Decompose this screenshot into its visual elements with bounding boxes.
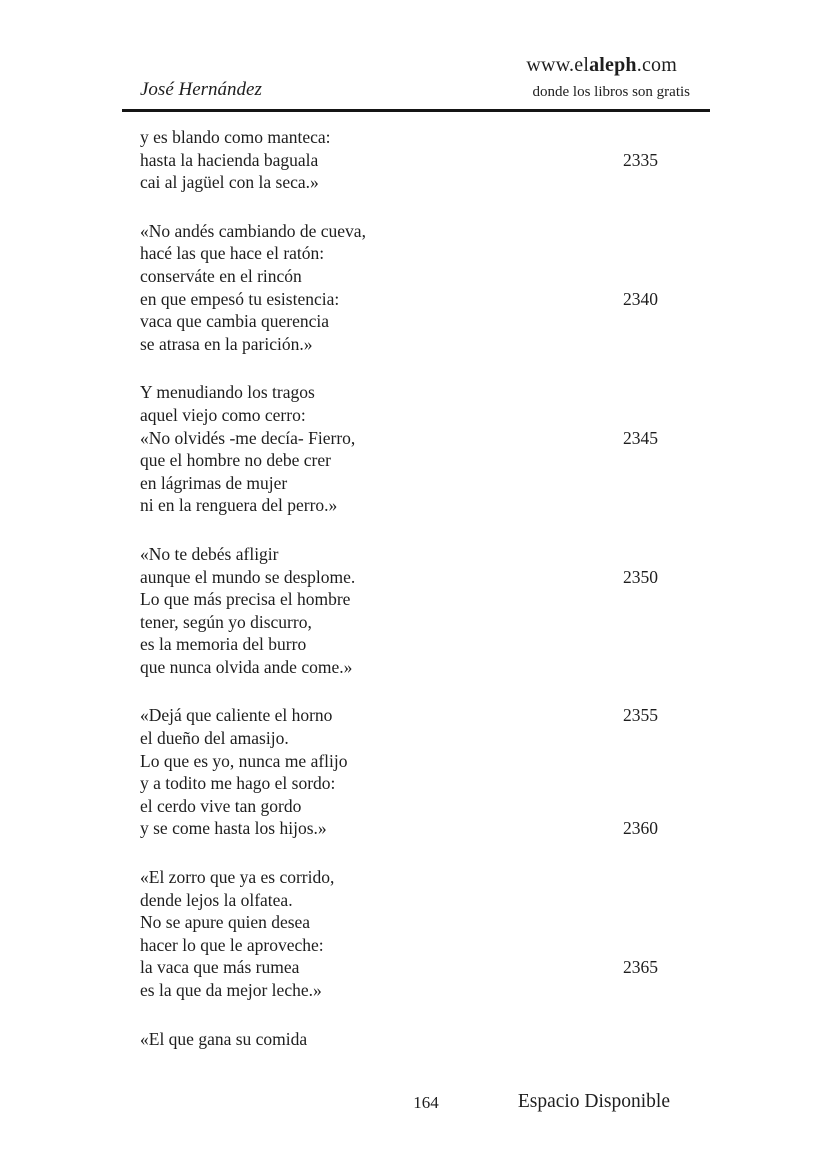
- verse-row: [140, 242, 658, 265]
- verse-line: «No olvidés -me decía- Fierro,: [140, 427, 356, 448]
- verse-line: que nunca olvida ande come.»: [140, 656, 353, 677]
- verse-line-number: 2355: [623, 705, 658, 726]
- verse-row: [140, 727, 658, 750]
- verse-line: «No te debés afligir: [140, 543, 279, 564]
- verse-line: la vaca que más rumea: [140, 957, 300, 978]
- verse-row: [140, 704, 658, 727]
- author-name: José Hernández: [140, 79, 262, 100]
- brand-prefix: www.el: [526, 54, 590, 76]
- verse-row: [140, 956, 658, 979]
- verse-line: en lágrimas de mujer: [140, 472, 288, 493]
- stanza: [140, 866, 658, 1002]
- verse-line: «El que gana su comida: [140, 1028, 308, 1049]
- verse-row: [140, 171, 658, 194]
- verse-row: [140, 889, 658, 912]
- verse-line: y es blando como manteca:: [140, 127, 331, 147]
- verse-row: [140, 566, 658, 589]
- verse-row: [140, 772, 658, 795]
- verse-line-number: 2335: [623, 149, 658, 170]
- verse-row: [140, 633, 658, 656]
- verse-line-number: 2350: [623, 566, 658, 587]
- verse-line: que el hombre no debe crer: [140, 450, 331, 471]
- verse-line-number: 2345: [623, 427, 658, 448]
- verse-line-number: 2360: [623, 818, 658, 839]
- verse-row: [140, 381, 658, 404]
- verse-row: [140, 333, 658, 356]
- stanza: [140, 381, 658, 517]
- verse-row: [140, 795, 658, 818]
- verse-line: hacer lo que le aproveche:: [140, 934, 324, 955]
- verse-line: en que empesó tu esistencia:: [140, 288, 340, 309]
- verse-line: es la memoria del burro: [140, 634, 307, 655]
- verse-line: aquel viejo como cerro:: [140, 404, 306, 425]
- verse-row: [140, 911, 658, 934]
- verse-line: ni en la renguera del perro.»: [140, 495, 338, 516]
- verse-line: Lo que más precisa el hombre: [140, 589, 351, 610]
- verse-line: cai al jagüel con la seca.»: [140, 172, 319, 193]
- verse-line: el cerdo vive tan gordo: [140, 795, 302, 816]
- stanza: [140, 543, 658, 679]
- site-brand: [526, 54, 677, 77]
- verse-line: se atrasa en la parición.»: [140, 333, 313, 354]
- verse-line: vaca que cambia querencia: [140, 311, 329, 332]
- verse-line: «No andés cambiando de cueva,: [140, 220, 366, 241]
- espacio-disponible-label: Espacio Disponible: [517, 1091, 670, 1112]
- verse-row: [140, 611, 658, 634]
- verse-line: es la que da mejor leche.»: [140, 980, 322, 1000]
- verse-row: [140, 472, 658, 495]
- verse-row: [140, 126, 658, 149]
- page-number: 164: [413, 1093, 439, 1112]
- verse-line: «El zorro que ya es corrido,: [140, 867, 335, 888]
- verse-line: hasta la hacienda baguala: [140, 149, 319, 170]
- header-rule: [122, 109, 710, 112]
- verse-line-number: 2340: [623, 288, 658, 309]
- verse-line: dende lejos la olfatea.: [140, 889, 293, 910]
- verse-row: [140, 427, 658, 450]
- verse-row: [140, 1028, 658, 1051]
- verse-row: [140, 817, 658, 840]
- site-tagline: donde los libros son gratis: [532, 84, 690, 100]
- verse-line: conserváte en el rincón: [140, 265, 302, 286]
- verse-row: [140, 220, 658, 243]
- verse-line: el dueño del amasijo.: [140, 728, 289, 749]
- verse-row: [140, 310, 658, 333]
- verse-line: No se apure quien desea: [140, 912, 311, 933]
- verse-row: [140, 449, 658, 472]
- verse-row: [140, 404, 658, 427]
- verse-line: Y menudiando los tragos: [140, 382, 315, 403]
- verse-row: [140, 288, 658, 311]
- verse-row: [140, 149, 658, 172]
- verse-row: [140, 934, 658, 957]
- verse-row: [140, 656, 658, 679]
- verse-row: [140, 265, 658, 288]
- poem-body: [140, 126, 658, 1076]
- brand-suffix: .com: [636, 54, 677, 76]
- stanza: [140, 220, 658, 356]
- verse-line: tener, según yo discurro,: [140, 611, 312, 632]
- stanza: [140, 126, 658, 194]
- verse-row: [140, 494, 658, 517]
- verse-row: [140, 750, 658, 773]
- verse-row: [140, 866, 658, 889]
- verse-line: hacé las que hace el ratón:: [140, 243, 325, 264]
- brand-bold-segment: aleph: [589, 54, 637, 76]
- verse-line: y se come hasta los hijos.»: [140, 818, 327, 839]
- verse-row: [140, 543, 658, 566]
- verse-row: [140, 588, 658, 611]
- verse-row: [140, 979, 658, 1002]
- verse-line-number: 2365: [623, 957, 658, 978]
- verse-line: «Dejá que caliente el horno: [140, 705, 333, 726]
- verse-line: aunque el mundo se desplome.: [140, 566, 356, 587]
- stanza: [140, 1028, 658, 1051]
- verse-line: Lo que es yo, nunca me aflijo: [140, 750, 348, 771]
- verse-line: y a todito me hago el sordo:: [140, 773, 336, 794]
- stanza: [140, 704, 658, 840]
